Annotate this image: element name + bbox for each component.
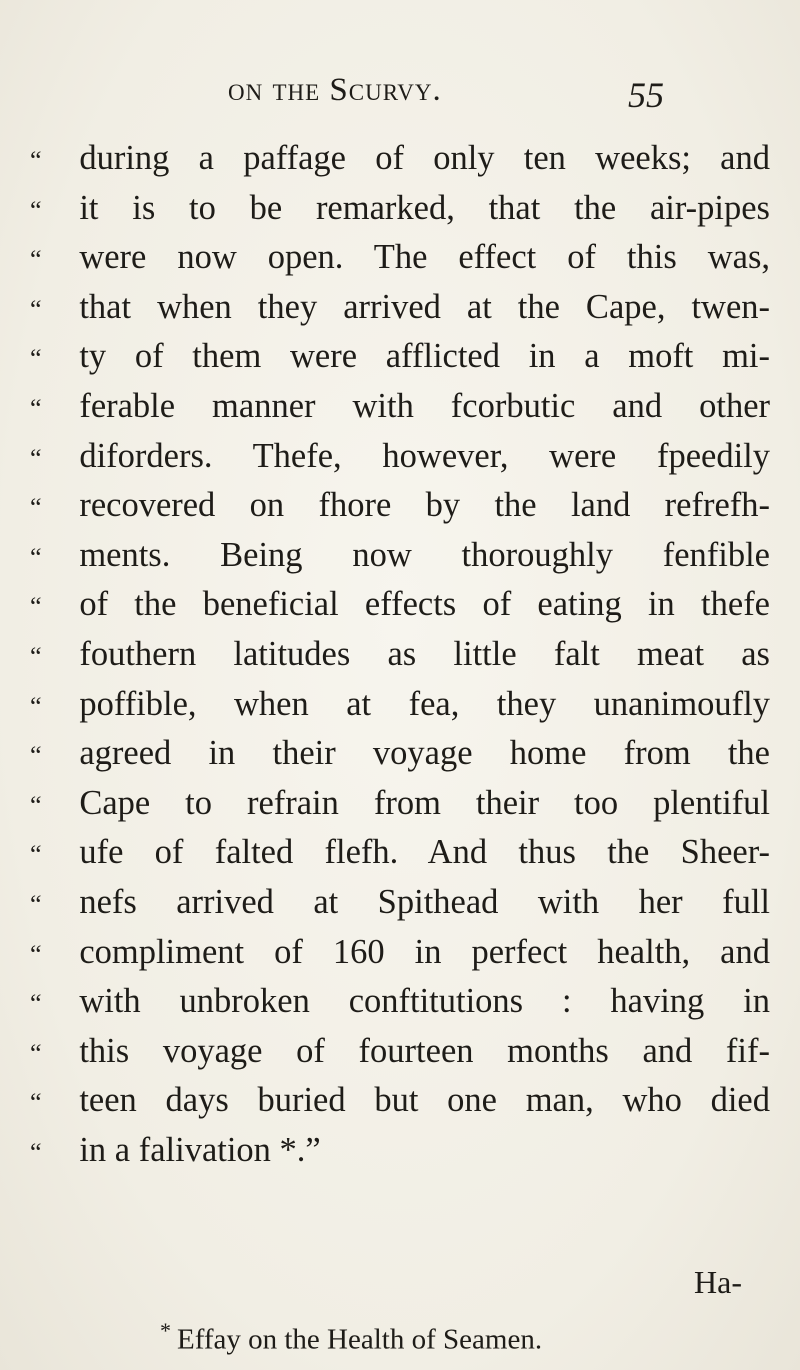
text-line	[30, 481, 770, 531]
quote-mark: “	[30, 741, 42, 771]
quote-mark: “	[30, 939, 42, 969]
line-text: in a falivation *.”	[79, 1130, 321, 1169]
footnote	[160, 1318, 542, 1357]
body-text	[30, 134, 770, 1175]
text-line	[30, 531, 770, 581]
page-number: 55	[628, 75, 664, 115]
text-line	[30, 977, 770, 1027]
text-line	[30, 283, 770, 333]
line-text: of the beneficial effects of eating in thefe	[79, 585, 770, 624]
quote-mark: “	[30, 840, 42, 870]
text-line	[30, 134, 770, 184]
quote-mark: “	[30, 393, 42, 423]
line-text: that when they arrived at the Cape, twen-	[79, 287, 770, 326]
line-text: diforders. Thefe, however, were fpeedily	[79, 436, 770, 475]
quote-mark: “	[30, 542, 42, 572]
quote-mark: “	[30, 1137, 42, 1167]
line-text: compliment of 160 in perfect health, and	[79, 932, 770, 971]
quote-mark: “	[30, 592, 42, 622]
quote-mark: “	[30, 195, 42, 225]
footnote-marker: *	[160, 1318, 171, 1343]
text-line	[30, 878, 770, 928]
text-line	[30, 580, 770, 630]
line-text: during a paffage of only ten weeks; and	[79, 139, 770, 177]
text-line	[30, 184, 770, 234]
quote-mark: “	[30, 889, 42, 919]
text-line	[30, 382, 770, 432]
quote-mark: “	[30, 344, 42, 374]
text-line	[30, 233, 770, 283]
text-line	[30, 1126, 770, 1176]
quote-mark: “	[30, 493, 42, 523]
quote-mark: “	[30, 1038, 42, 1068]
line-text: agreed in their voyage home from the	[79, 734, 770, 773]
text-line	[30, 432, 770, 482]
quote-mark: “	[30, 641, 42, 671]
line-text: poffible, when at fea, they unanimoufly	[79, 684, 770, 723]
footnote-text: Effay on the Health of Seamen.	[177, 1323, 543, 1356]
text-line	[30, 1027, 770, 1077]
line-text: ments. Being now thoroughly fenfible	[79, 535, 770, 574]
line-text: ferable manner with fcorbutic and other	[79, 386, 770, 425]
line-text: were now open. The effect of this was,	[79, 238, 770, 277]
quote-mark: “	[30, 294, 42, 324]
catchword: Ha-	[694, 1264, 742, 1300]
text-line	[30, 1076, 770, 1126]
line-text: ufe of falted flefh. And thus the Sheer-	[79, 833, 770, 872]
quote-mark: “	[30, 146, 42, 175]
line-text: it is to be remarked, that the air-pipes	[79, 188, 770, 227]
line-text: this voyage of fourteen months and fif-	[79, 1031, 770, 1070]
quote-mark: “	[30, 989, 42, 1019]
line-text: Cape to refrain from their too plentiful	[79, 783, 770, 822]
quote-mark: “	[30, 691, 42, 721]
line-text: nefs arrived at Spithead with her full	[79, 882, 770, 921]
running-title: on the Scurvy.	[228, 72, 442, 108]
quote-mark: “	[30, 1088, 42, 1118]
text-line	[30, 828, 770, 878]
text-line	[30, 332, 770, 382]
quote-mark: “	[30, 245, 42, 275]
text-line	[30, 779, 770, 829]
quote-mark: “	[30, 443, 42, 473]
text-line	[30, 680, 770, 730]
text-line	[30, 928, 770, 978]
line-text: fouthern latitudes as little falt meat as	[79, 634, 770, 673]
line-text: recovered on fhore by the land refrefh-	[79, 486, 770, 525]
text-line	[30, 729, 770, 779]
line-text: teen days buried but one man, who died	[79, 1081, 770, 1120]
quote-mark: “	[30, 790, 42, 820]
line-text: with unbroken conftitutions : having in	[79, 982, 770, 1021]
text-line	[30, 630, 770, 680]
line-text: ty of them were afflicted in a moft mi-	[79, 337, 770, 376]
